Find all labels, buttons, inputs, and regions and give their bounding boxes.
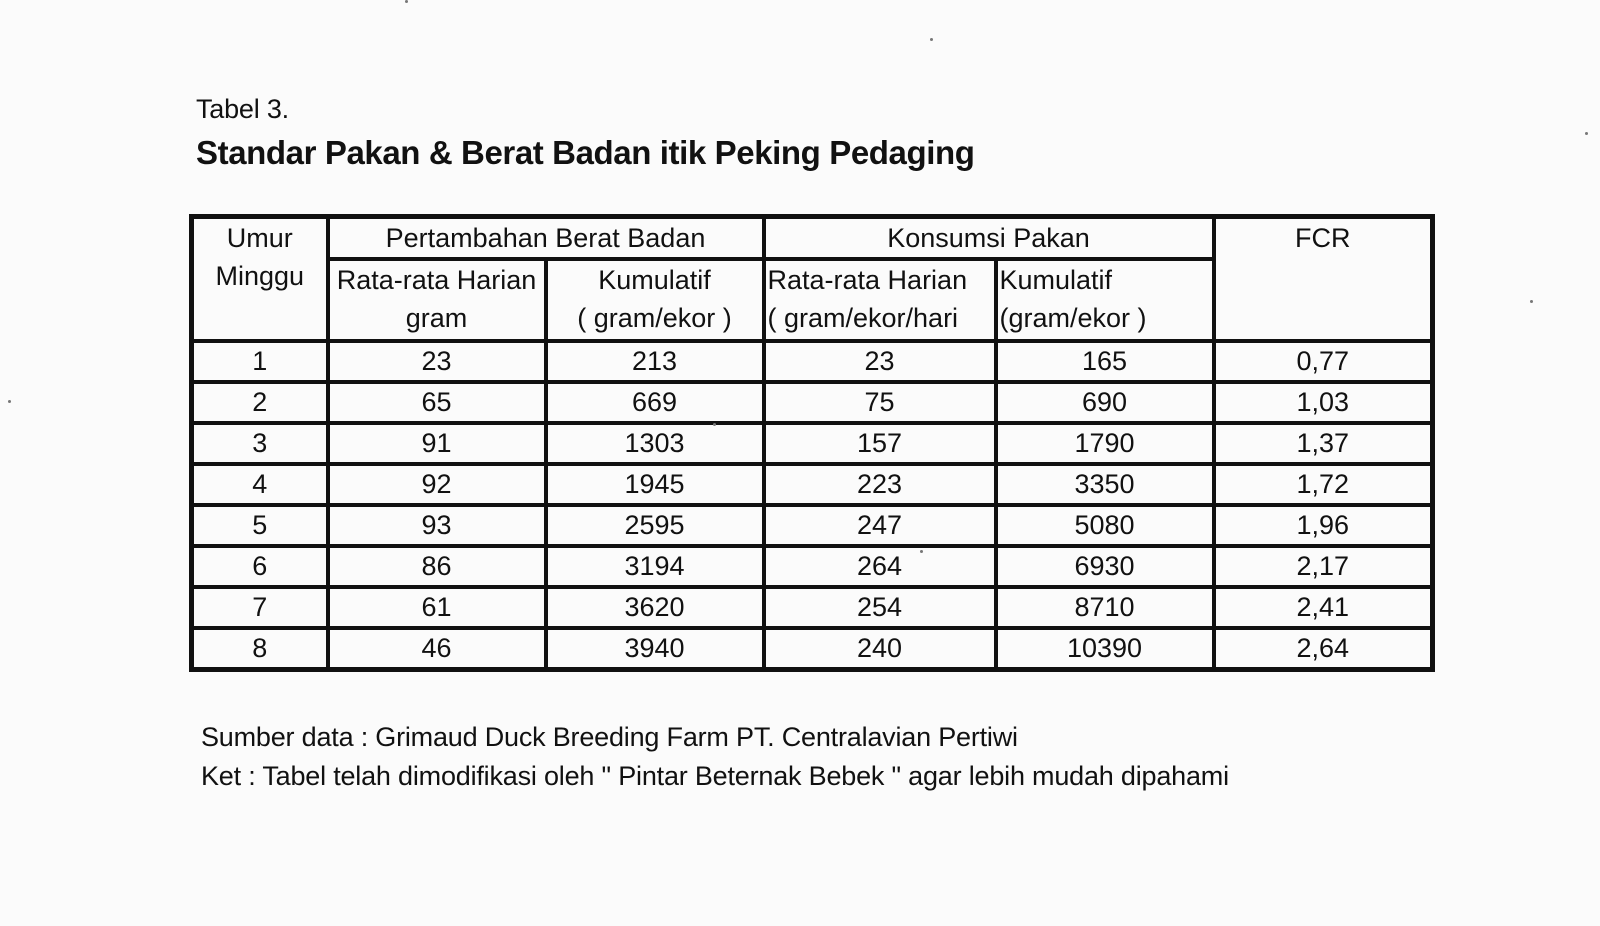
cell-kp-harian: 157 <box>764 423 996 464</box>
cell-umur: 7 <box>192 587 328 628</box>
cell-umur: 4 <box>192 464 328 505</box>
cell-kp-harian: 75 <box>764 382 996 423</box>
table-row <box>192 546 1433 587</box>
cell-kp-kumulatif: 8710 <box>996 587 1214 628</box>
header-pbb-kumulatif <box>546 259 764 341</box>
cell-kp-harian: 247 <box>764 505 996 546</box>
header-fcr: FCR <box>1214 217 1433 342</box>
cell-umur: 2 <box>192 382 328 423</box>
header-pbb-harian-line1: Rata-rata Harian <box>336 265 537 295</box>
table-row <box>192 423 1433 464</box>
cell-kp-harian: 223 <box>764 464 996 505</box>
cell-pbb-harian: 46 <box>328 628 546 670</box>
feed-weight-table <box>189 214 1435 672</box>
header-kp-kumulatif <box>996 259 1214 341</box>
cell-kp-kumulatif: 10390 <box>996 628 1214 670</box>
cell-pbb-harian: 92 <box>328 464 546 505</box>
cell-kp-kumulatif: 5080 <box>996 505 1214 546</box>
header-pbb-harian-line2: gram <box>405 303 468 333</box>
header-pbb-kumulatif-line2: ( gram/ekor ) <box>577 303 732 333</box>
header-group-pertambahan-berat-badan: Pertambahan Berat Badan <box>328 217 764 260</box>
cell-kp-kumulatif: 6930 <box>996 546 1214 587</box>
header-kp-harian <box>764 259 996 341</box>
cell-umur: 1 <box>192 341 328 382</box>
cell-fcr: 1,03 <box>1214 382 1433 423</box>
cell-umur: 6 <box>192 546 328 587</box>
scan-speck <box>930 38 933 41</box>
header-group-konsumsi-pakan: Konsumsi Pakan <box>764 217 1214 260</box>
table-row <box>192 587 1433 628</box>
cell-pbb-harian: 86 <box>328 546 546 587</box>
cell-kp-harian: 23 <box>764 341 996 382</box>
scan-speck <box>1530 300 1533 303</box>
cell-pbb-kumulatif: 2595 <box>546 505 764 546</box>
scan-speck <box>713 423 716 426</box>
cell-pbb-kumulatif: 3940 <box>546 628 764 670</box>
cell-fcr: 1,96 <box>1214 505 1433 546</box>
cell-fcr: 2,17 <box>1214 546 1433 587</box>
table-row <box>192 505 1433 546</box>
cell-pbb-harian: 23 <box>328 341 546 382</box>
cell-pbb-harian: 91 <box>328 423 546 464</box>
table-row <box>192 382 1433 423</box>
cell-pbb-kumulatif: 1303 <box>546 423 764 464</box>
cell-pbb-harian: 93 <box>328 505 546 546</box>
scan-speck <box>8 400 11 403</box>
header-kp-kumulatif-line2: (gram/ekor ) <box>999 303 1147 333</box>
header-umur-line1: Umur <box>226 223 293 253</box>
cell-pbb-kumulatif: 3194 <box>546 546 764 587</box>
header-kp-kumulatif-line1: Kumulatif <box>999 265 1113 295</box>
cell-fcr: 2,41 <box>1214 587 1433 628</box>
cell-umur: 3 <box>192 423 328 464</box>
cell-kp-kumulatif: 3350 <box>996 464 1214 505</box>
header-pbb-kumulatif-line1: Kumulatif <box>598 265 711 295</box>
cell-fcr: 0,77 <box>1214 341 1433 382</box>
cell-pbb-harian: 65 <box>328 382 546 423</box>
cell-umur: 8 <box>192 628 328 670</box>
header-pbb-harian <box>328 259 546 341</box>
scan-speck <box>405 0 408 3</box>
cell-fcr: 1,37 <box>1214 423 1433 464</box>
scan-speck <box>1585 132 1588 135</box>
table-row <box>192 628 1433 670</box>
table-caption: Tabel 3. <box>196 94 289 124</box>
cell-fcr: 2,64 <box>1214 628 1433 670</box>
cell-kp-harian: 254 <box>764 587 996 628</box>
cell-kp-kumulatif: 165 <box>996 341 1214 382</box>
header-umur <box>192 217 328 342</box>
header-umur-line2: Minggu <box>215 261 305 291</box>
cell-kp-harian: 264 <box>764 546 996 587</box>
cell-pbb-harian: 61 <box>328 587 546 628</box>
cell-kp-kumulatif: 690 <box>996 382 1214 423</box>
cell-kp-kumulatif: 1790 <box>996 423 1214 464</box>
cell-umur: 5 <box>192 505 328 546</box>
scan-speck <box>920 550 923 553</box>
table-row <box>192 341 1433 382</box>
cell-pbb-kumulatif: 1945 <box>546 464 764 505</box>
header-kp-harian-line2: ( gram/ekor/hari <box>767 303 959 333</box>
cell-pbb-kumulatif: 3620 <box>546 587 764 628</box>
cell-pbb-kumulatif: 669 <box>546 382 764 423</box>
table-row <box>192 464 1433 505</box>
page-title: Standar Pakan & Berat Badan itik Peking Pedaging <box>196 134 975 171</box>
cell-pbb-kumulatif: 213 <box>546 341 764 382</box>
cell-fcr: 1,72 <box>1214 464 1433 505</box>
header-kp-harian-line1: Rata-rata Harian <box>767 265 968 295</box>
cell-kp-harian: 240 <box>764 628 996 670</box>
source-note: Sumber data : Grimaud Duck Breeding Farm PT. Centralavian Pertiwi <box>201 722 1018 752</box>
modification-note: Ket : Tabel telah dimodifikasi oleh " Pintar Beternak Bebek " agar lebih mudah dipahami <box>201 761 1229 791</box>
